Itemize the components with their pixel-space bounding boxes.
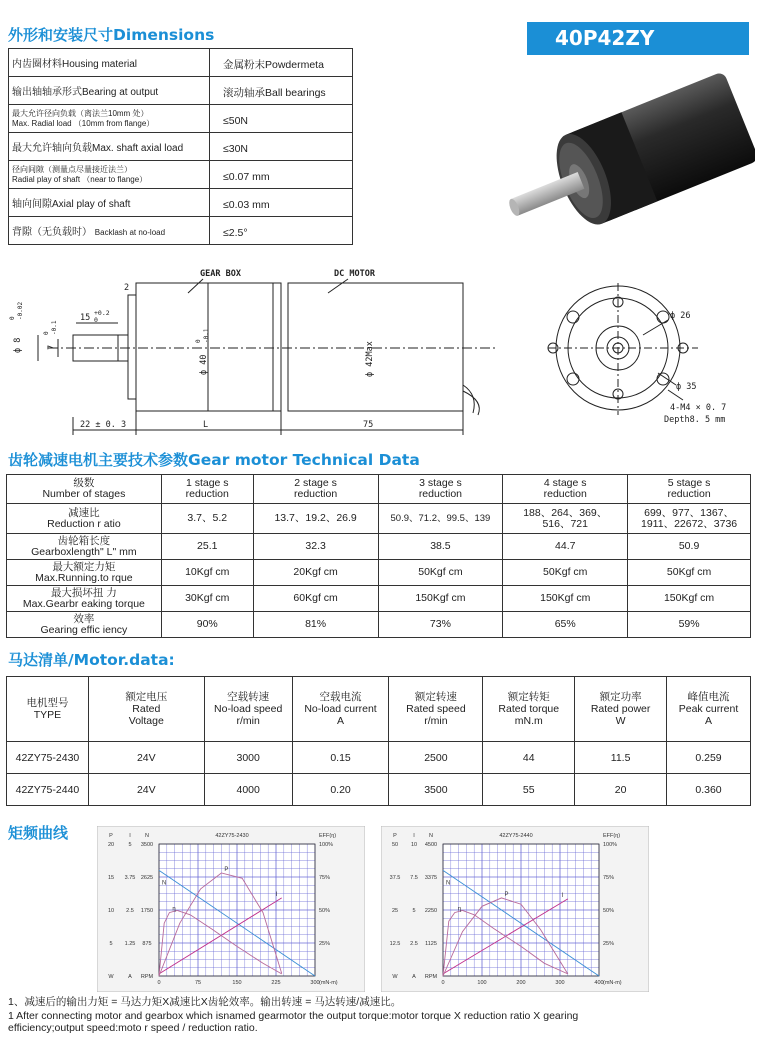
cell: 50.9	[628, 534, 751, 560]
x-axis-label: (mN-m)	[603, 980, 622, 986]
eff-tick-label: 100%	[603, 842, 618, 848]
table-row	[9, 161, 353, 189]
stage-sub: reduction	[185, 488, 229, 500]
cell: 0.259	[667, 742, 751, 774]
dim-phi8-tol2: -0.02	[17, 301, 24, 320]
x-tick-label: 225	[271, 980, 281, 986]
x-tick-label: 300	[310, 980, 320, 986]
row-label	[7, 504, 162, 534]
axis-header: P	[393, 833, 397, 839]
dim-phi26: ф 26	[670, 311, 691, 321]
table-row	[9, 133, 353, 161]
footnote-line-cn: 1、减速后的输出力矩 = 马达力矩X减速比X齿轮效率。输出转速 = 马达转速/减速比。	[8, 996, 402, 1008]
dim-label	[9, 217, 210, 245]
y-tick-label: 1.25	[124, 941, 136, 947]
cell: 3.7、5.2	[161, 504, 253, 534]
eff-tick-label: 25%	[603, 941, 615, 947]
dim-75: 75	[363, 420, 374, 430]
series-label: I	[275, 891, 278, 898]
header-en: Rated torque	[498, 703, 560, 715]
cell: 0.20	[292, 774, 389, 806]
y-tick-label: 2.5	[126, 908, 134, 914]
row-label	[7, 586, 162, 612]
row-label-en: Gearboxlength" L" mm	[31, 545, 137, 558]
header-cn: 峰值电流	[687, 691, 730, 703]
header-cell	[503, 475, 628, 504]
header-cn: 空载转速	[227, 691, 270, 703]
header-cn: 电机型号	[26, 697, 69, 709]
cell: 81%	[253, 612, 378, 638]
dim-label-cn: 径向间隙（测量点尽量接近法兰）	[12, 164, 132, 174]
dim-phi40-tol2: -0.1	[203, 328, 210, 343]
torque-speed-chart-2440	[381, 826, 649, 992]
dim-value: ≤0.07 mm	[209, 161, 352, 189]
axis-unit: RPM	[424, 974, 438, 980]
header-cell	[204, 677, 292, 742]
y-tick-label: 5	[412, 908, 416, 914]
gear-data-title	[8, 449, 420, 470]
cell: 150Kgf cm	[503, 586, 628, 612]
dim-7-tol: 0	[43, 331, 50, 335]
header-cell	[483, 677, 575, 742]
dimensions-title-cn: 外形和安装尺寸	[8, 27, 114, 44]
series-label: η	[172, 906, 176, 913]
dimensions-title-en: Dimensions	[113, 26, 215, 44]
cell: 150Kgf cm	[628, 586, 751, 612]
motor-data-title-en: /Motor.data:	[68, 651, 175, 669]
y-tick-label: 4500	[424, 842, 438, 848]
cell: 20Kgf cm	[253, 560, 378, 586]
header-unit: A	[705, 715, 713, 727]
axis-header: N	[145, 833, 149, 839]
header-cn: 额定转速	[414, 691, 457, 703]
y-tick-label: 7.5	[410, 875, 418, 881]
header-cell	[292, 677, 389, 742]
cell: 50Kgf cm	[378, 560, 503, 586]
table-row	[7, 612, 751, 638]
row-label-cn: 最大损坏扭 力	[50, 586, 117, 599]
cell: 10Kgf cm	[161, 560, 253, 586]
cell: 24V	[88, 742, 204, 774]
eff-tick-label: 75%	[603, 875, 615, 881]
y-tick-label: 5	[109, 941, 113, 947]
eff-tick-label: 100%	[319, 842, 334, 848]
eff-tick-label: 75%	[319, 875, 331, 881]
stage-label: 1 stage s	[185, 477, 229, 489]
y-tick-label: 15	[107, 875, 115, 881]
cell: 0.15	[292, 742, 389, 774]
dim-label: 内齿圈材料Housing material	[9, 49, 210, 77]
curve-title	[8, 822, 68, 843]
header-cn: 额定功率	[599, 691, 642, 703]
footnote	[8, 996, 578, 1034]
model-badge	[527, 22, 749, 55]
y-tick-label: 2.5	[410, 941, 418, 947]
series-label: N	[446, 880, 451, 887]
y-tick-label: 3.75	[124, 875, 136, 881]
x-axis-label: (mN-m)	[319, 980, 338, 986]
table-row	[9, 49, 353, 77]
dim-label-cn: 最大允许径向负载（离法兰10mm 处）	[12, 108, 149, 118]
y-tick-label: 1125	[425, 941, 437, 947]
dim-depth: Depth8. 5 mm	[664, 415, 726, 425]
y-tick-label: 10	[410, 842, 418, 848]
axis-unit: A	[128, 974, 132, 980]
table-row	[7, 742, 751, 774]
header-en: Number of stages	[42, 488, 126, 500]
axis-header: I	[129, 833, 131, 839]
footnote-line-en: 1 After connecting motor and gearbox which isnamed gearmotor the output torque:motor torque X reduction ratio X gearing	[8, 1010, 579, 1022]
cell: 3500	[389, 774, 483, 806]
stage-sub: reduction	[543, 488, 587, 500]
stage-label: 3 stage s	[419, 477, 462, 489]
dim-15-tol2: 0	[94, 316, 98, 324]
row-label-en: Reduction r atio	[47, 517, 121, 530]
row-label-cn: 最大额定力矩	[52, 560, 116, 573]
dimension-drawing	[8, 265, 753, 445]
dim-phi35: ф 35	[676, 382, 697, 392]
dim-2: 2	[124, 283, 130, 293]
cell: 50Kgf cm	[503, 560, 628, 586]
table-row	[7, 677, 751, 742]
row-label	[7, 560, 162, 586]
table-row	[7, 774, 751, 806]
table-row	[7, 560, 751, 586]
stage-label: 4 stage s	[543, 477, 587, 489]
dim-7: 7	[47, 344, 57, 350]
header-unit: A	[337, 715, 345, 727]
dim-label: 最大允许轴向负载Max. shaft axial load	[9, 133, 210, 161]
cell: 4000	[204, 774, 292, 806]
cell: 90%	[161, 612, 253, 638]
x-tick-label: 300	[555, 980, 565, 986]
header-unit: r/min	[236, 715, 260, 727]
stage-sub: reduction	[294, 488, 338, 500]
x-tick-label: 0	[441, 980, 445, 986]
y-tick-label: 2625	[140, 875, 154, 881]
dim-phi40-tol: 0	[195, 339, 202, 343]
dimensions-title	[8, 24, 214, 45]
dim-label	[9, 105, 210, 133]
y-tick-label: 50	[391, 842, 399, 848]
cell: 73%	[378, 612, 503, 638]
torque-speed-chart-2430	[97, 826, 365, 992]
model-label: 40P42ZY	[555, 26, 655, 50]
header-en: Rated speed	[406, 703, 466, 715]
stage-sub: reduction	[418, 488, 463, 500]
x-tick-label: 100	[477, 980, 487, 986]
cell: 3000	[204, 742, 292, 774]
cell: 32.3	[253, 534, 378, 560]
header-en: Peak current	[678, 703, 739, 715]
dim-value: 滚动轴承Ball bearings	[209, 77, 352, 105]
row-label	[7, 612, 162, 638]
stage-sub: reduction	[667, 488, 711, 500]
cell: 38.5	[378, 534, 503, 560]
dimensions-table	[8, 48, 353, 245]
y-tick-label: 20	[107, 842, 115, 848]
table-row	[9, 217, 353, 245]
dcmotor-label: DC MOTOR	[334, 269, 375, 279]
dim-phi40: ф 40	[199, 354, 209, 375]
header-cell	[253, 475, 378, 504]
table-row	[9, 105, 353, 133]
axis-unit: RPM	[140, 974, 154, 980]
header-cell	[389, 677, 483, 742]
dim-value: ≤0.03 mm	[209, 189, 352, 217]
motor-product-image	[487, 58, 755, 258]
table-row	[9, 189, 353, 217]
cell: 44	[483, 742, 575, 774]
series-label: P	[504, 891, 509, 898]
dim-22: 22 ± 0. 3	[80, 420, 127, 430]
header-cell	[7, 475, 162, 504]
dim-7-tol2: -0.1	[51, 320, 58, 335]
table-row	[9, 77, 353, 105]
cell: 50.9、71.2、99.5、139	[378, 504, 503, 534]
cell: 13.7、19.2、26.9	[253, 504, 378, 534]
cell: 150Kgf cm	[378, 586, 503, 612]
x-tick-label: 150	[232, 980, 242, 986]
row-label-cn: 效率	[73, 612, 95, 625]
dim-phi8: ф 8	[13, 337, 23, 353]
gearbox-label: GEAR BOX	[200, 269, 241, 279]
cell: 44.7	[503, 534, 628, 560]
table-row	[7, 475, 751, 504]
cell: 50Kgf cm	[628, 560, 751, 586]
chart-title: 42ZY75-2440	[499, 833, 533, 839]
row-label-en: Gearing effic iency	[40, 623, 128, 636]
cell: 188、264、369、 516、721	[503, 504, 628, 534]
header-cell	[88, 677, 204, 742]
cell: 699、977、1367、 1911、22672、3736	[628, 504, 751, 534]
row-label-en: Max.Gearbr eaking torque	[22, 597, 145, 610]
eff-tick-label: 50%	[319, 908, 331, 914]
header-cn: 额定电压	[125, 691, 168, 703]
x-tick-label: 200	[516, 980, 526, 986]
y-tick-label: 3375	[424, 875, 438, 881]
header-cell	[628, 475, 751, 504]
cell: 2500	[389, 742, 483, 774]
footnote-line-en-2: efficiency;output speed:moto r speed / reduction ratio.	[8, 1022, 258, 1034]
x-tick-label: 400	[594, 980, 604, 986]
dim-label	[9, 161, 210, 189]
dim-phi42: ф 42Max	[365, 341, 375, 377]
header-cell	[378, 475, 503, 504]
header-en: No-load current	[304, 703, 377, 715]
axis-header: N	[429, 833, 433, 839]
cell: 30Kgf cm	[161, 586, 253, 612]
eff-label: EFF(η)	[603, 833, 621, 839]
eff-label: EFF(η)	[319, 833, 337, 839]
axis-header: I	[413, 833, 415, 839]
dim-label-en: Radial play of shaft （near to flange）	[12, 174, 148, 184]
header-cell	[667, 677, 751, 742]
y-tick-label: 12.5	[389, 941, 401, 947]
dim-L: L	[203, 420, 209, 430]
x-tick-label: 75	[194, 980, 202, 986]
header-cn: 额定转矩	[507, 691, 550, 703]
dim-value: ≤30N	[209, 133, 352, 161]
axis-unit: A	[412, 974, 416, 980]
dim-value: ≤50N	[209, 105, 352, 133]
row-label-cn: 减速比	[68, 506, 100, 519]
row-label-en: Max.Running.to rque	[35, 571, 133, 584]
row-label-cn: 齿轮箱长度	[57, 534, 111, 547]
y-tick-label: 3500	[140, 842, 154, 848]
cell: 20	[575, 774, 667, 806]
gear-data-title-cn: 齿轮减速电机主要技术参数	[8, 452, 189, 469]
x-tick-label: 0	[157, 980, 161, 986]
axis-unit: W	[108, 974, 114, 980]
motor-data-table	[6, 676, 751, 806]
dim-15: 15	[80, 313, 91, 323]
y-tick-label: 25	[391, 908, 399, 914]
y-tick-label: 1750	[140, 908, 154, 914]
series-label: P	[224, 867, 229, 874]
y-tick-label: 37.5	[389, 875, 401, 881]
dim-value: 金属粉末Powdermeta	[209, 49, 352, 77]
series-label: N	[162, 880, 167, 887]
eff-tick-label: 50%	[603, 908, 615, 914]
cell: 55	[483, 774, 575, 806]
y-tick-label: 2250	[424, 908, 438, 914]
header-unit: mN.m	[514, 715, 543, 727]
header-unit: r/min	[424, 715, 448, 727]
dim-value: ≤2.5°	[209, 217, 352, 245]
gear-data-title-en: Gear motor Technical Data	[188, 451, 420, 469]
series-label: I	[561, 892, 564, 899]
axis-header: P	[109, 833, 113, 839]
dim-label-en: Backlash at no-load	[94, 228, 166, 237]
series-label: η	[457, 906, 462, 913]
dim-15-tol: +0.2	[94, 309, 110, 317]
y-tick-label: 875	[142, 941, 152, 947]
header-cell	[7, 677, 89, 742]
row-label	[7, 534, 162, 560]
dim-label-en: Max. Radial load （10mm from flange）	[12, 118, 155, 128]
stage-label: 2 stage s	[294, 477, 337, 489]
motor-data-title-cn: 马达清单	[8, 652, 69, 669]
curve-title-text: 矩频曲线	[8, 825, 69, 842]
header-en: No-load speed	[214, 703, 283, 715]
header-cn: 空载电流	[319, 691, 362, 703]
stage-label: 5 stage s	[667, 477, 711, 489]
header-cell	[161, 475, 253, 504]
cell: 42ZY75-2440	[7, 774, 89, 806]
cell: 42ZY75-2430	[7, 742, 89, 774]
header-cell	[575, 677, 667, 742]
table-row	[7, 504, 751, 534]
cell: 59%	[628, 612, 751, 638]
motor-data-title	[8, 649, 175, 670]
dim-label: 输出轴轴承形式Bearing at output	[9, 77, 210, 105]
chart-title: 42ZY75-2430	[215, 833, 249, 839]
y-tick-label: 10	[107, 908, 115, 914]
y-tick-label: 5	[128, 842, 132, 848]
dim-phi8-tol: 0	[9, 316, 16, 320]
header-cn: 级数	[73, 477, 95, 489]
axis-unit: W	[392, 974, 398, 980]
cell: 60Kgf cm	[253, 586, 378, 612]
table-row	[7, 586, 751, 612]
cell: 65%	[503, 612, 628, 638]
cell: 24V	[88, 774, 204, 806]
header-unit: W	[615, 715, 626, 727]
dim-label: 轴向间隙Axial play of shaft	[9, 189, 210, 217]
gear-data-table	[6, 474, 751, 638]
header-en: Rated power	[590, 703, 651, 715]
dim-m4: 4-M4 × 0. 7	[670, 403, 727, 413]
table-row	[7, 534, 751, 560]
cell: 0.360	[667, 774, 751, 806]
header-en: Rated	[132, 703, 161, 715]
dim-label-cn: 背隙（无负载时）	[12, 227, 92, 238]
cell: 11.5	[575, 742, 667, 774]
eff-tick-label: 25%	[319, 941, 331, 947]
header-unit: Voltage	[128, 715, 164, 727]
cell: 25.1	[161, 534, 253, 560]
header-en: TYPE	[33, 709, 62, 721]
